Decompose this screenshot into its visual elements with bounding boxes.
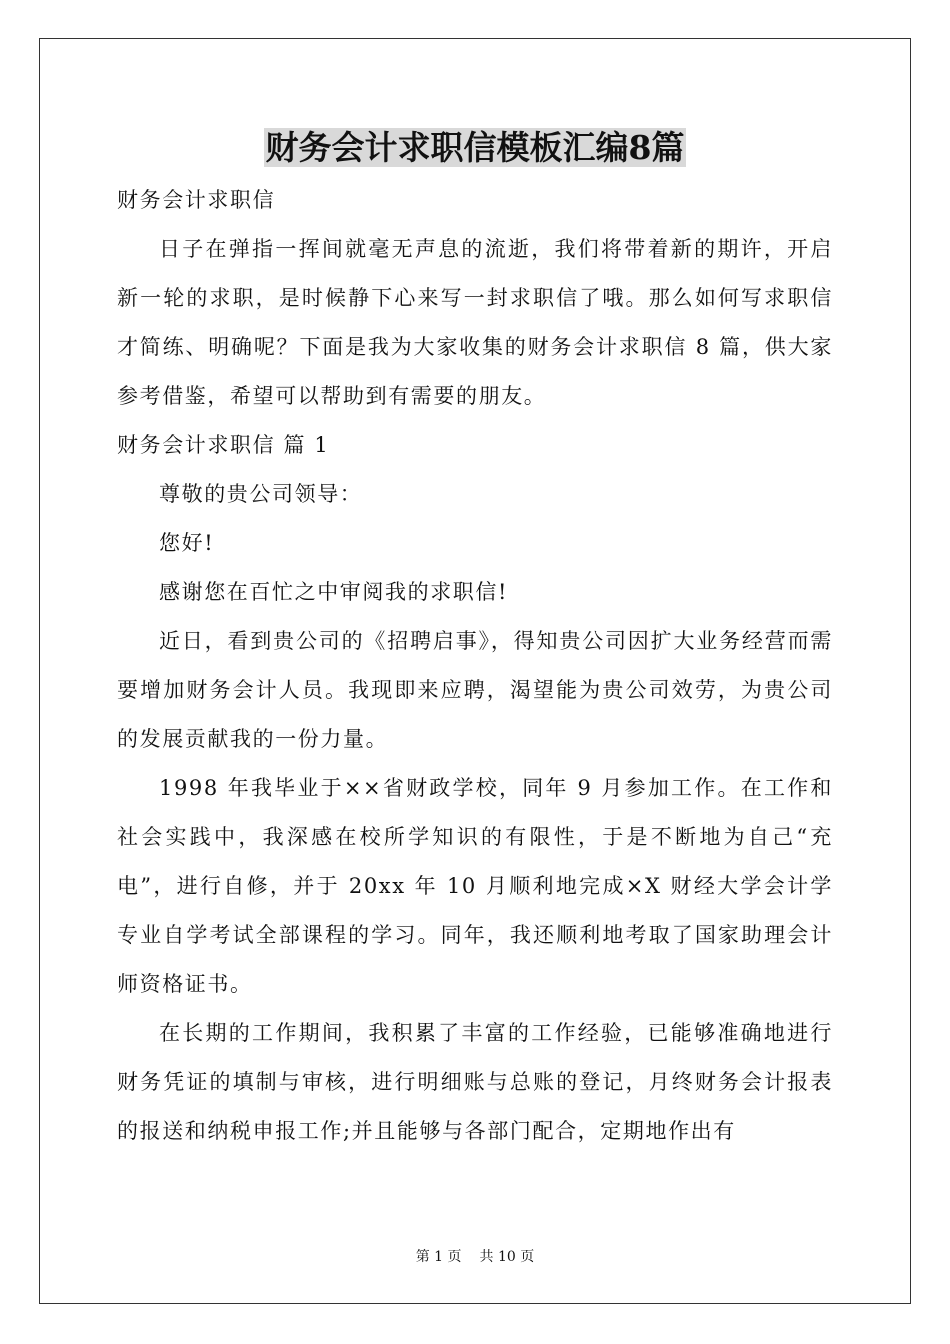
section-heading: 财务会计求职信 xyxy=(117,188,276,212)
greeting: 您好! xyxy=(159,531,215,555)
document-title-text: 财务会计求职信模板汇编8篇 xyxy=(265,128,685,167)
section-heading: 财务会计求职信 篇 1 xyxy=(117,433,330,457)
body-paragraph: 1998 年我毕业于××省财政学校，同年 9 月参加工作。在工作和社会实践中，我深感在校所学知识的有限性，于是不断地为自己“充电”，进行自修，并于 20xx 年 10 月顺利地完成×X 财经大学会计学专业自学考试全部课程的学习。同年，我还顺利地考取了国家助理会计师资格证书。 xyxy=(117,776,833,996)
body-paragraph: 近日，看到贵公司的《招聘启事》，得知贵公司因扩大业务经营而需要增加财务会计人员。我现即来应聘，渴望能为贵公司效劳，为贵公司的发展贡献我的一份力量。 xyxy=(117,629,833,751)
body-paragraph: 感谢您在百忙之中审阅我的求职信! xyxy=(159,580,509,604)
page-footer xyxy=(0,1247,950,1267)
document-body xyxy=(117,176,833,1156)
document-title xyxy=(0,126,950,170)
page-total: 共 10 页 xyxy=(479,1249,535,1265)
body-paragraph: 在长期的工作期间，我积累了丰富的工作经验，已能够准确地进行财务凭证的填制与审核，进行明细账与总账的登记，月终财务会计报表的报送和纳税申报工作;并且能够与各部门配合，定期地作出有 xyxy=(117,1021,833,1143)
salutation: 尊敬的贵公司领导： xyxy=(159,482,363,506)
page-number: 第 1 页 xyxy=(415,1249,462,1265)
intro-paragraph: 日子在弹指一挥间就毫无声息的流逝，我们将带着新的期许，开启新一轮的求职，是时候静下心来写一封求职信了哦。那么如何写求职信才简练、明确呢？下面是我为大家收集的财务会计求职信 8 篇，供大家参考借鉴，希望可以帮助到有需要的朋友。 xyxy=(117,237,833,408)
